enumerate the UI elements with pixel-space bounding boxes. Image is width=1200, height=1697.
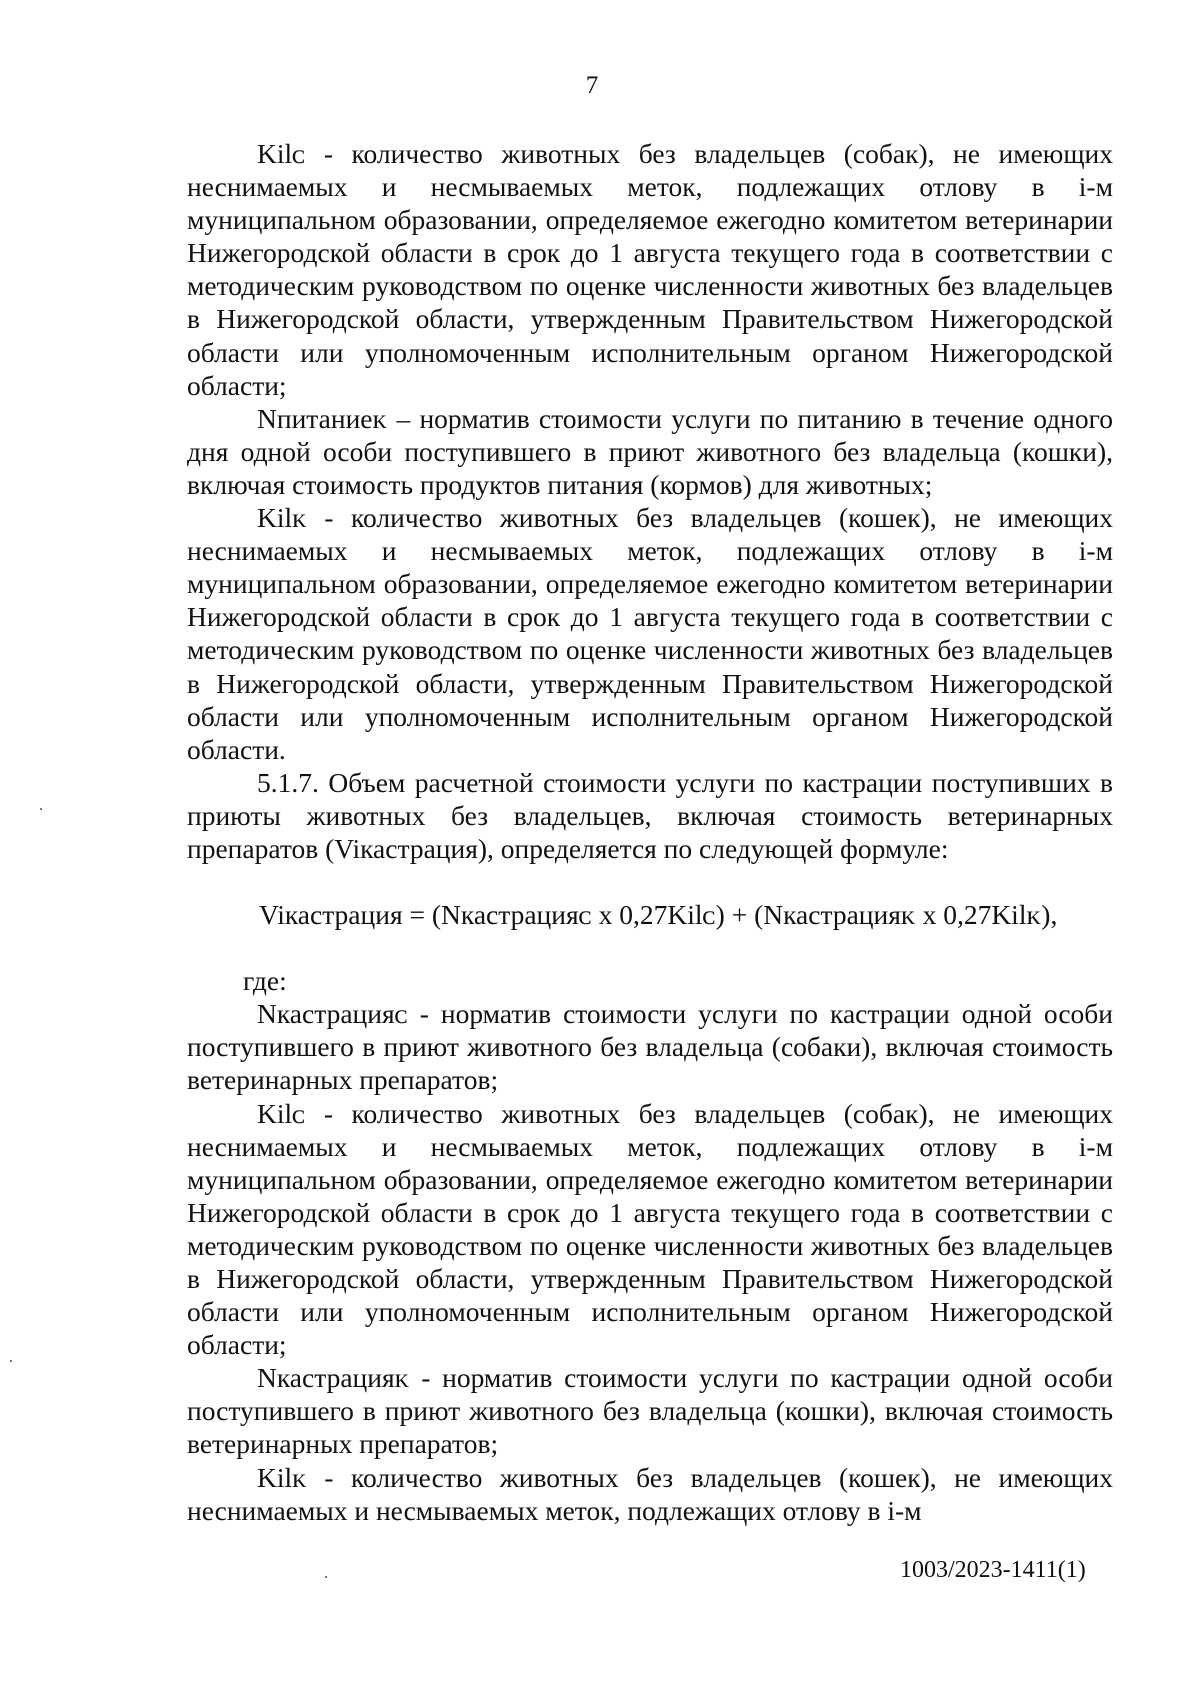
definition-ncastration-cats: Nкастрацияᴋ - норматив стоимости услуги по кастрации одной особи поступившего в приют животного без владельца (кошки), включая стоимость ветеринарных препаратов; — [187, 1362, 1113, 1460]
paragraph-kil-dogs: Kilᴄ - количество животных без владельцев (собак), не имеющих неснимаемых и несмываемых меток, подлежащих отлову в i-м муниципальном образовании, определяемое ежегодно комитетом ветеринарии Нижегородской области в срок до 1 августа текущего года в соответствии с методическим руководством по оценке численности животных без владельцев в Нижегородской области, утвержденным Правительством Нижегородской области или уполномоченным исполнительным органом Нижегородской области; — [187, 138, 1113, 401]
paragraph-section-5-1-7: 5.1.7. Объем расчетной стоимости услуги по кастрации поступивших в приюты животных без владельцев, включая стоимость ветеринарных препаратов (Viкастрация), определяется по следующей формуле: — [187, 766, 1113, 864]
scan-speck — [10, 1360, 12, 1362]
definition-kil-cats: Kilᴋ - количество животных без владельцев (кошек), не имеющих неснимаемых и несмываемых меток, подлежащих отлову в i-м — [187, 1461, 1113, 1526]
paragraph-kil-cats: Kilᴋ - количество животных без владельцев (кошек), не имеющих неснимаемых и несмываемых меток, подлежащих отлову в i-м муниципальном образовании, определяемое ежегодно комитетом ветеринарии Нижегородской области в срок до 1 августа текущего года в соответствии с методическим руководством по оценке численности животных без владельцев в Нижегородской области, утвержденным Правительством Нижегородской области или уполномоченным исполнительным органом Нижегородской области. — [187, 502, 1113, 765]
scan-speck — [40, 808, 42, 810]
definition-ncastration-dogs: Nкастрацияᴄ - норматив стоимости услуги по кастрации одной особи поступившего в приют животного без владельца (собаки), включая стоимость ветеринарных препаратов; — [187, 998, 1113, 1096]
where-label: где: — [243, 965, 287, 997]
scan-speck — [325, 1576, 327, 1578]
formula-vi-castration: Viкастрация = (Nкастрацияᴄ x 0,27Kilᴄ) + (Nкастрацияᴋ x 0,27Kilᴋ), — [259, 899, 1058, 931]
document-code: 1003/2023-1411(1) — [900, 1557, 1086, 1583]
page-number: 7 — [585, 72, 599, 99]
definition-kil-dogs: Kilᴄ - количество животных без владельцев (собак), не имеющих неснимаемых и несмываемых меток, подлежащих отлову в i-м муниципальном образовании, определяемое ежегодно комитетом ветеринарии Нижегородской области в срок до 1 августа текущего года в соответствии с методическим руководством по оценке численности животных без владельцев в Нижегородской области, утвержденным Правительством Нижегородской области или уполномоченным исполнительным органом Нижегородской области; — [187, 1097, 1113, 1361]
document-body — [187, 137, 1113, 1527]
paragraph-npitanie-cats: Nпитаниеᴋ – норматив стоимости услуги по питанию в течение одного дня одной особи поступившего в приют животного без владельца (кошки), включая стоимость продуктов питания (кормов) для животных; — [187, 402, 1113, 500]
